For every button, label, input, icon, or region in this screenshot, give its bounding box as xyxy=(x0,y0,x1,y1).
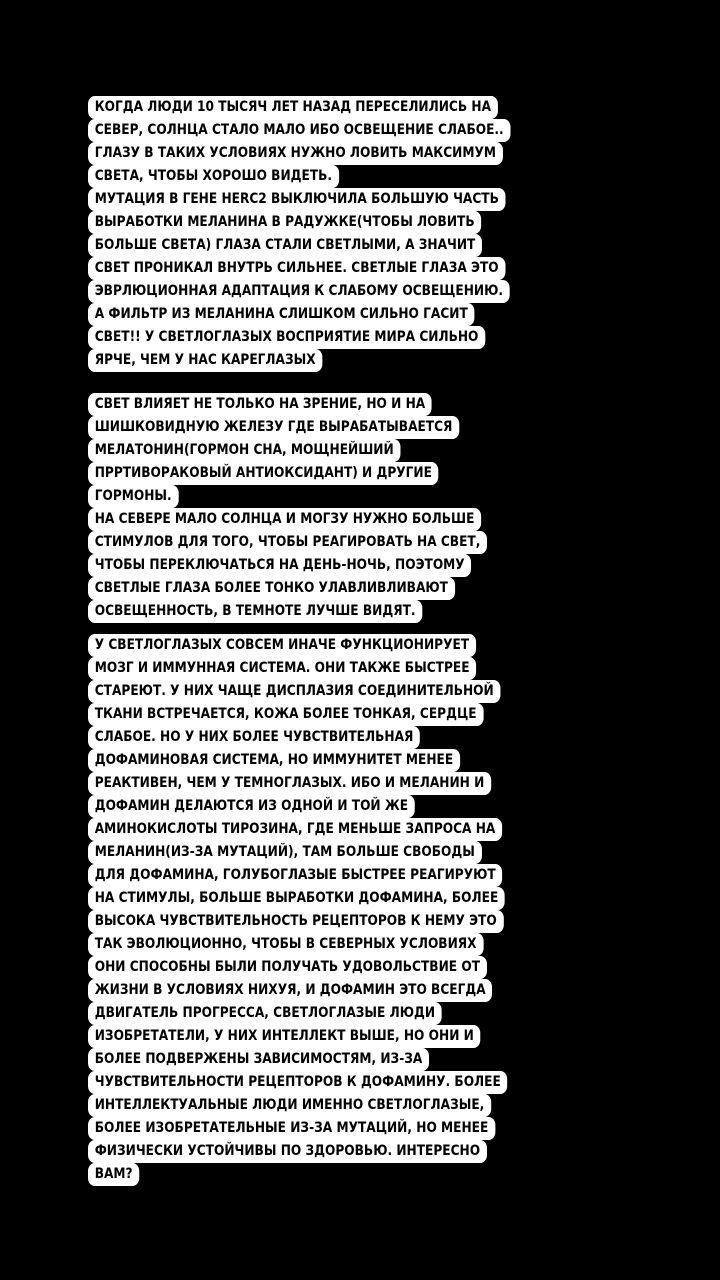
text-line-highlight: АМИНОКИСЛОТЫ ТИРОЗИНА, ГДЕ МЕНЬШЕ ЗАПРОСА НА xyxy=(88,818,502,841)
text-line-highlight: БОЛЕЕ ИЗОБРЕТАТЕЛЬНЫЕ ИЗ-ЗА МУТАЦИЙ, НО МЕНЕЕ xyxy=(88,1117,495,1140)
text-line-highlight: ЖИЗНИ В УСЛОВИЯХ НИХУЯ, И ДОФАМИН ЭТО ВСЕГДА xyxy=(88,979,492,1002)
text-line-highlight: КОГДА ЛЮДИ 10 ТЫСЯЧ ЛЕТ НАЗАД ПЕРЕСЕЛИЛИСЬ НА xyxy=(88,96,498,119)
text-line-highlight: РЕАКТИВЕН, ЧЕМ У ТЕМНОГЛАЗЫХ. ИБО И МЕЛАНИН И xyxy=(88,772,491,795)
text-line-highlight: ДВИГАТЕЛЬ ПРОГРЕССА, СВЕТЛОГЛАЗЫЕ ЛЮДИ xyxy=(88,1002,442,1025)
text-line-highlight: ДЛЯ ДОФАМИНА, ГОЛУБОГЛАЗЫЕ БЫСТРЕЕ РЕАГИРУЮТ xyxy=(88,864,502,887)
text-line xyxy=(88,772,648,795)
text-line xyxy=(88,818,648,841)
text-line-highlight: ИНТЕЛЛЕКТУАЛЬНЫЕ ЛЮДИ ИМЕННО СВЕТЛОГЛАЗЫЕ, xyxy=(88,1094,491,1117)
text-line-highlight: ГОРМОНЫ. xyxy=(88,485,178,508)
text-line-highlight: ЯРЧЕ, ЧЕМ У НАС КАРЕГЛАЗЫХ xyxy=(88,349,322,372)
text-line-highlight: НА СЕВЕРЕ МАЛО СОЛНЦА И МОГЗУ НУЖНО БОЛЬШЕ xyxy=(88,508,481,531)
text-line xyxy=(88,531,648,554)
text-line-highlight: СТИМУЛОВ ДЛЯ ТОГО, ЧТОБЫ РЕАГИРОВАТЬ НА СВЕТ, xyxy=(88,531,487,554)
text-line xyxy=(88,439,648,462)
text-line-highlight: А ФИЛЬТР ИЗ МЕЛАНИНА СЛИШКОМ СИЛЬНО ГАСИТ xyxy=(88,303,474,326)
text-line-highlight: ДОФАМИНОВАЯ СИСТЕМА, НО ИММУНИТЕТ МЕНЕЕ xyxy=(88,749,460,772)
text-line xyxy=(88,600,648,623)
text-line-highlight: СВЕТ ПРОНИКАЛ ВНУТРЬ СИЛЬНЕЕ. СВЕТЛЫЕ ГЛАЗА ЭТО xyxy=(88,257,505,280)
text-line xyxy=(88,326,648,349)
text-line-highlight: ШИШКОВИДНУЮ ЖЕЛЕЗУ ГДЕ ВЫРАБАТЫВАЕТСЯ xyxy=(88,416,459,439)
text-line xyxy=(88,795,648,818)
text-line-highlight: У СВЕТЛОГЛАЗЫХ СОВСЕМ ИНАЧЕ ФУНКЦИОНИРУЕТ xyxy=(88,634,476,657)
text-line-highlight: ЭВРЛЮЦИОННАЯ АДАПТАЦИЯ К СЛАБОМУ ОСВЕЩЕНИЮ. xyxy=(88,280,510,303)
text-line-highlight: СЕВЕР, СОЛНЦА СТАЛО МАЛО ИБО ОСВЕЩЕНИЕ СЛАБОЕ.. xyxy=(88,119,510,142)
text-line xyxy=(88,1071,648,1094)
text-line xyxy=(88,1002,648,1025)
text-line xyxy=(88,303,648,326)
text-line xyxy=(88,257,648,280)
text-line-highlight: ТАК ЭВОЛЮЦИОННО, ЧТОБЫ В СЕВЕРНЫХ УСЛОВИЯХ xyxy=(88,933,483,956)
text-line-highlight: НА СТИМУЛЫ, БОЛЬШЕ ВЫРАБОТКИ ДОФАМИНА, БОЛЕЕ xyxy=(88,887,505,910)
text-line-highlight: ТКАНИ ВСТРЕЧАЕТСЯ, КОЖА БОЛЕЕ ТОНКАЯ, СЕРДЦЕ xyxy=(88,703,483,726)
text-line xyxy=(88,142,648,165)
text-line xyxy=(88,234,648,257)
text-line-highlight: МОЗГ И ИММУННАЯ СИСТЕМА. ОНИ ТАКЖЕ БЫСТРЕЕ xyxy=(88,657,476,680)
text-line-highlight: ИЗОБРЕТАТЕЛИ, У НИХ ИНТЕЛЛЕКТ ВЫШЕ, НО ОНИ И xyxy=(88,1025,481,1048)
text-line-highlight: ВЫСОКА ЧУВСТВИТЕЛЬНОСТЬ РЕЦЕПТОРОВ К НЕМУ ЭТО xyxy=(88,910,503,933)
text-line-highlight: МЕЛАТОНИН(ГОРМОН СНА, МОЩНЕЙШИЙ xyxy=(88,439,400,462)
text-line-highlight: МЕЛАНИН(ИЗ-ЗА МУТАЦИЙ), ТАМ БОЛЬШЕ СВОБОДЫ xyxy=(88,841,482,864)
text-line xyxy=(88,841,648,864)
text-line xyxy=(88,119,648,142)
text-line xyxy=(88,979,648,1002)
text-line-highlight: СЛАБОЕ. НО У НИХ БОЛЕЕ ЧУВСТВИТЕЛЬНАЯ xyxy=(88,726,420,749)
text-line xyxy=(88,864,648,887)
text-line xyxy=(88,280,648,303)
text-line xyxy=(88,554,648,577)
text-line xyxy=(88,1140,648,1163)
text-line-highlight: БОЛЬШЕ СВЕТА) ГЛАЗА СТАЛИ СВЕТЛЫМИ, А ЗНАЧИТ xyxy=(88,234,482,257)
text-line xyxy=(88,1094,648,1117)
text-line-highlight: БОЛЕЕ ПОДВЕРЖЕНЫ ЗАВИСИМОСТЯМ, ИЗ-ЗА xyxy=(88,1048,429,1071)
text-line-highlight: ДОФАМИН ДЕЛАЮТСЯ ИЗ ОДНОЙ И ТОЙ ЖЕ xyxy=(88,795,415,818)
text-line xyxy=(88,211,648,234)
text-line xyxy=(88,703,648,726)
text-line-highlight: МУТАЦИЯ В ГЕНЕ HERC2 ВЫКЛЮЧИЛА БОЛЬШУЮ ЧАСТЬ xyxy=(88,188,506,211)
text-line xyxy=(88,1048,648,1071)
text-line xyxy=(88,749,648,772)
text-line xyxy=(88,1163,648,1186)
text-line xyxy=(88,349,648,372)
text-line xyxy=(88,165,648,188)
text-block-eye-adaptation xyxy=(88,96,648,372)
text-line-highlight: ОСВЕЩЕННОСТЬ, В ТЕМНОТЕ ЛУЧШЕ ВИДЯТ. xyxy=(88,600,422,623)
text-line xyxy=(88,680,648,703)
text-line xyxy=(88,393,648,416)
text-line xyxy=(88,657,648,680)
text-block-dopamine xyxy=(88,634,648,1186)
text-line xyxy=(88,887,648,910)
text-line-highlight: ЧТОБЫ ПЕРЕКЛЮЧАТЬСЯ НА ДЕНЬ-НОЧЬ, ПОЭТОМУ xyxy=(88,554,471,577)
text-line xyxy=(88,462,648,485)
text-block-light-hormones xyxy=(88,393,648,623)
text-line-highlight: ФИЗИЧЕСКИ УСТОЙЧИВЫ ПО ЗДОРОВЬЮ. ИНТЕРЕСНО xyxy=(88,1140,487,1163)
text-line xyxy=(88,910,648,933)
text-line-highlight: СВЕТ ВЛИЯЕТ НЕ ТОЛЬКО НА ЗРЕНИЕ, НО И НА xyxy=(88,393,432,416)
text-line-highlight: ГЛАЗУ В ТАКИХ УСЛОВИЯХ НУЖНО ЛОВИТЬ МАКСИМУМ xyxy=(88,142,503,165)
text-line-highlight: ВАМ? xyxy=(88,1163,139,1186)
text-line xyxy=(88,1025,648,1048)
text-line xyxy=(88,416,648,439)
text-line-highlight: СВЕТЛЫЕ ГЛАЗА БОЛЕЕ ТОНКО УЛАВЛИВЛИВАЮТ xyxy=(88,577,455,600)
text-line-highlight: ОНИ СПОСОБНЫ БЫЛИ ПОЛУЧАТЬ УДОВОЛЬСТВИЕ ОТ xyxy=(88,956,487,979)
text-line-highlight: СВЕТА, ЧТОБЫ ХОРОШО ВИДЕТЬ. xyxy=(88,165,339,188)
text-line xyxy=(88,726,648,749)
text-line xyxy=(88,188,648,211)
text-line-highlight: ВЫРАБОТКИ МЕЛАНИНА В РАДУЖКЕ(ЧТОБЫ ЛОВИТЬ xyxy=(88,211,481,234)
text-line-highlight: ЧУВСТВИТЕЛЬНОСТИ РЕЦЕПТОРОВ К ДОФАМИНУ. БОЛЕЕ xyxy=(88,1071,508,1094)
text-line-highlight: СТАРЕЮТ. У НИХ ЧАЩЕ ДИСПЛАЗИЯ СОЕДИНИТЕЛЬНОЙ xyxy=(88,680,500,703)
text-line-highlight: ПРРТИВОРАКОВЫЙ АНТИОКСИДАНТ) И ДРУГИЕ xyxy=(88,462,439,485)
text-line xyxy=(88,1117,648,1140)
text-line xyxy=(88,933,648,956)
text-line xyxy=(88,508,648,531)
text-line xyxy=(88,634,648,657)
text-line xyxy=(88,485,648,508)
text-line xyxy=(88,956,648,979)
text-line-highlight: СВЕТ!! У СВЕТЛОГЛАЗЫХ ВОСПРИЯТИЕ МИРА СИЛЬНО xyxy=(88,326,485,349)
text-line xyxy=(88,577,648,600)
text-line xyxy=(88,96,648,119)
